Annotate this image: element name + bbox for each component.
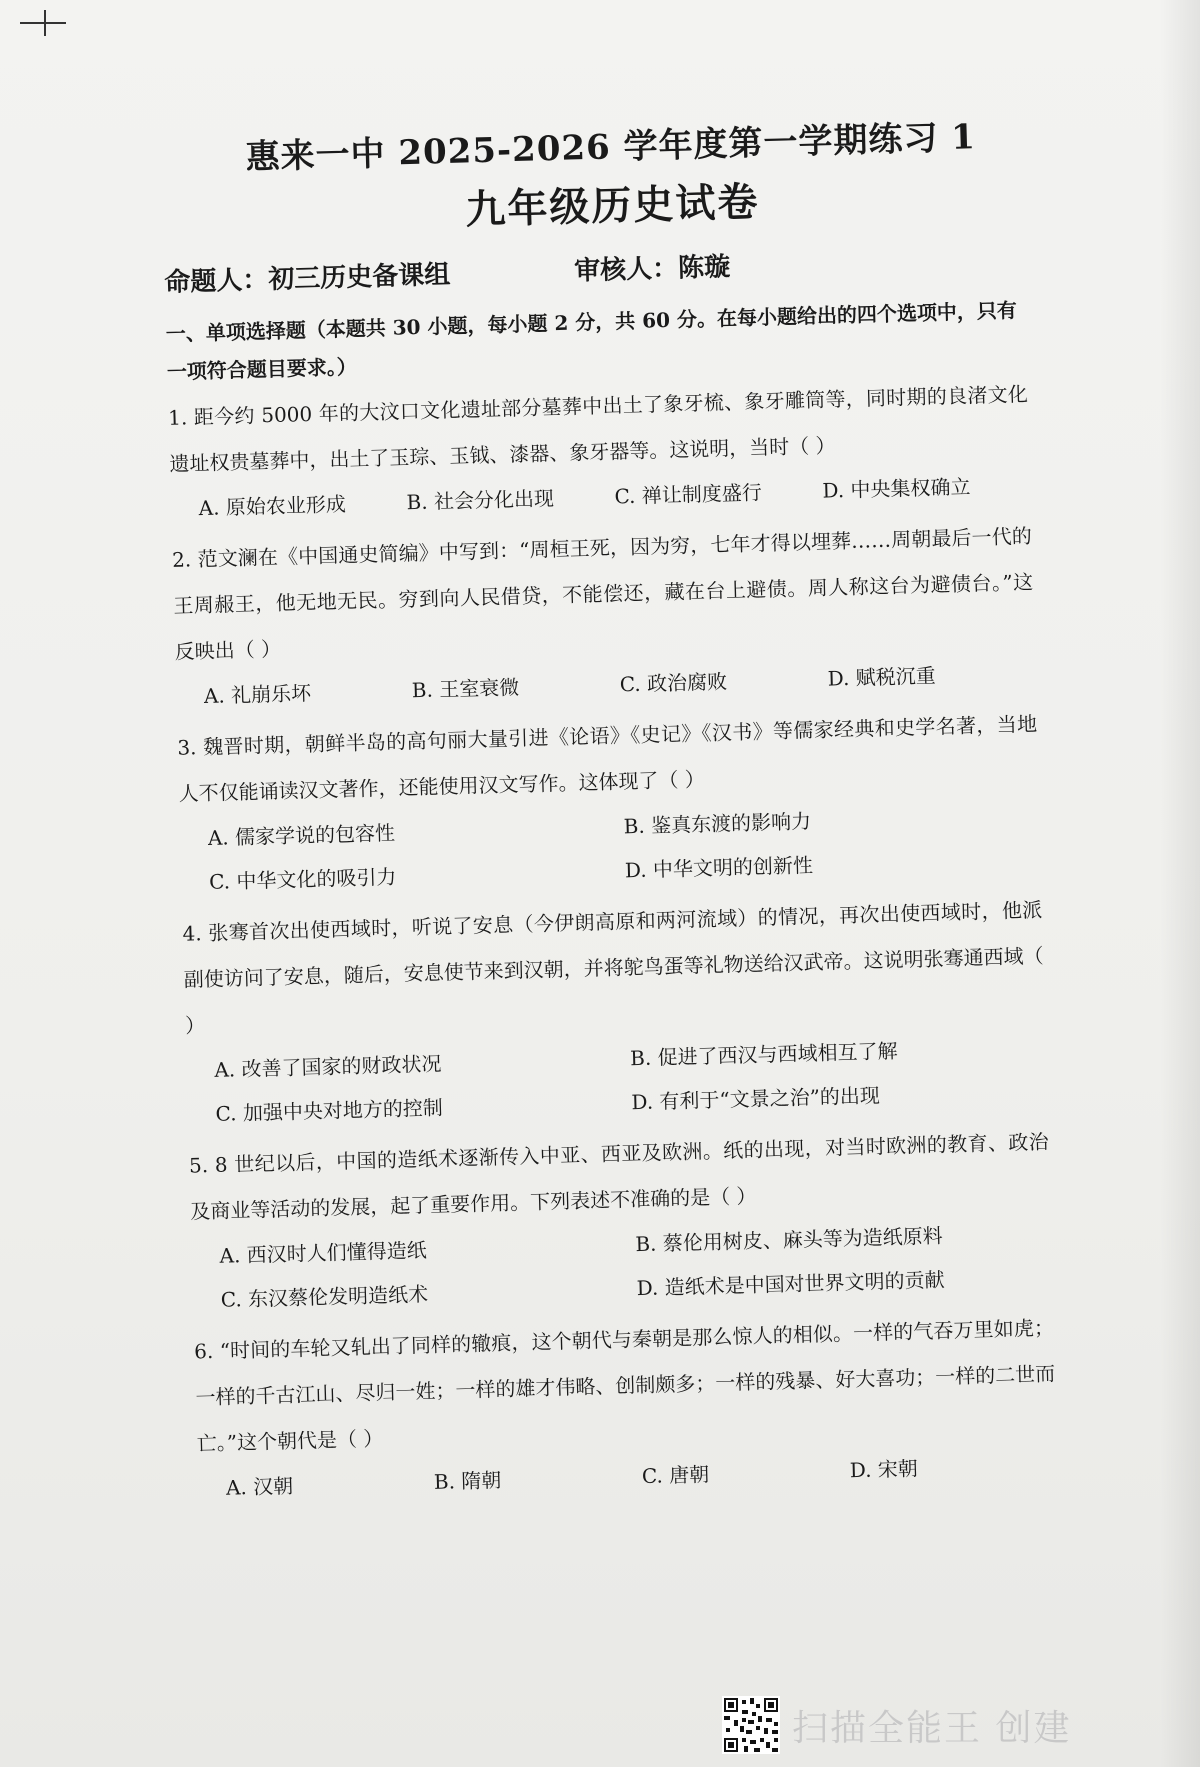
option-a: A. 西汉时人们懂得造纸 <box>219 1238 427 1268</box>
option-c: C. 政治腐败 <box>619 669 728 697</box>
option-a: A. 礼崩乐坏 <box>203 681 312 708</box>
question-5 <box>188 1119 1053 1323</box>
author-line <box>164 238 1025 299</box>
option-a: A. 儒家学说的包容性 <box>207 820 396 850</box>
corner-crop-mark <box>20 22 66 24</box>
option-a: A. 汉朝 <box>225 1473 294 1500</box>
section-heading: 一、单项选择题（本题共 30 小题，每小题 2 分，共 60 分。在每小题给出的四个选项中，只有一项符合题目要求。） <box>165 298 1018 384</box>
question-stem: 4. 张骞首次出使西域时，听说了安息（今伊朗高原和两河流域）的情况，再次出使西域时，他派副使访问了安息，随后，安息使节来到汉朝，并将鸵鸟蛋等礼物送给汉武帝。这说明张骞通西域（ ） <box>182 897 1044 1038</box>
option-b: B. 王室衰微 <box>411 675 520 703</box>
option-b: B. 鉴真东渡的影响力 <box>623 809 812 839</box>
option-d: D. 有利于“文景之治”的出现 <box>631 1083 881 1115</box>
question-2 <box>171 513 1036 719</box>
question-stem: 3. 魏晋时期，朝鲜半岛的高句丽大量引进《论语》《史记》《汉书》等儒家经典和史学名著，当地人不仅能诵读汉文著作，还能使用汉文写作。这体现了（ ） <box>177 711 1038 806</box>
question-stem: 5. 8 世纪以后，中国的造纸术逐渐传入中亚、西亚及欧洲。纸的出现，对当时欧洲的教育、政治及商业等活动的发展，起了重要作用。下列表述不准确的是（ ） <box>188 1129 1050 1224</box>
page-edge-shadow <box>1160 0 1200 1767</box>
question-3 <box>177 701 1042 905</box>
option-b: B. 蔡伦用树皮、麻头等为造纸原料 <box>635 1223 944 1257</box>
option-b: B. 社会分化出现 <box>406 486 555 515</box>
qr-code-icon <box>722 1696 780 1754</box>
question-stem: 1. 距今约 5000 年的大汶口文化遗址部分墓葬中出土了象牙梳、象牙雕筒等，同时期的良渚文化遗址权贵墓葬中，出土了玉琮、玉钺、漆器、象牙器等。这说明，当时（ ） <box>167 381 1029 476</box>
question-6 <box>194 1305 1059 1511</box>
option-d: D. 中华文明的创新性 <box>624 853 814 883</box>
author-label: 命题人：初三历史备课组 <box>163 259 451 298</box>
option-d: D. 宋朝 <box>849 1456 919 1483</box>
scanner-watermark: 扫描全能王 创建 <box>792 1708 1072 1749</box>
exam-title-line2: 九年级历史试卷 <box>464 178 761 234</box>
question-stem: 2. 范文澜在《中国通史简编》中写到：“周桓王死，因为穷，七年才得以埋葬……周朝最后一代的王周赧王，他无地无民。穷到向人民借贷，不能偿还，藏在台上避债。周人称这台为避债台。”这反映出（ ） <box>171 523 1034 664</box>
option-b: B. 促进了西汉与西域相互了解 <box>629 1038 898 1071</box>
option-c: C. 中华文化的吸引力 <box>208 864 397 894</box>
option-a: A. 改善了国家的财政状况 <box>214 1051 442 1082</box>
option-c: C. 禅让制度盛行 <box>614 480 763 509</box>
exam-title-line1: 惠来一中 2025-2026 学年度第一学期练习 1 <box>245 117 977 178</box>
option-d: D. 造纸术是中国对世界文明的贡献 <box>636 1267 945 1301</box>
option-a: A. 原始农业形成 <box>198 491 347 521</box>
reviewer-label: 审核人：陈璇 <box>573 252 731 287</box>
question-stem: 6. “时间的车轮又轧出了同样的辙痕，这个朝代与秦朝是那么惊人的相似。一样的气吞万里如虎；一样的千古江山、尽归一姓；一样的雄才伟略、创制颇多；一样的残暴、好大喜功；一样的二世而亡。”这个朝代是（ ） <box>193 1315 1056 1456</box>
corner-crop-mark-vertical <box>44 10 46 36</box>
option-c: C. 唐朝 <box>641 1462 710 1489</box>
option-c: C. 加强中央对地方的控制 <box>215 1095 444 1126</box>
question-1 <box>168 371 1031 531</box>
question-4 <box>182 887 1048 1137</box>
option-b: B. 隋朝 <box>433 1468 502 1494</box>
option-d: D. 中央集权确立 <box>822 474 971 503</box>
exam-content <box>160 108 1058 1516</box>
option-d: D. 赋税沉重 <box>827 663 937 691</box>
option-c: C. 东汉蔡伦发明造纸术 <box>220 1281 429 1312</box>
